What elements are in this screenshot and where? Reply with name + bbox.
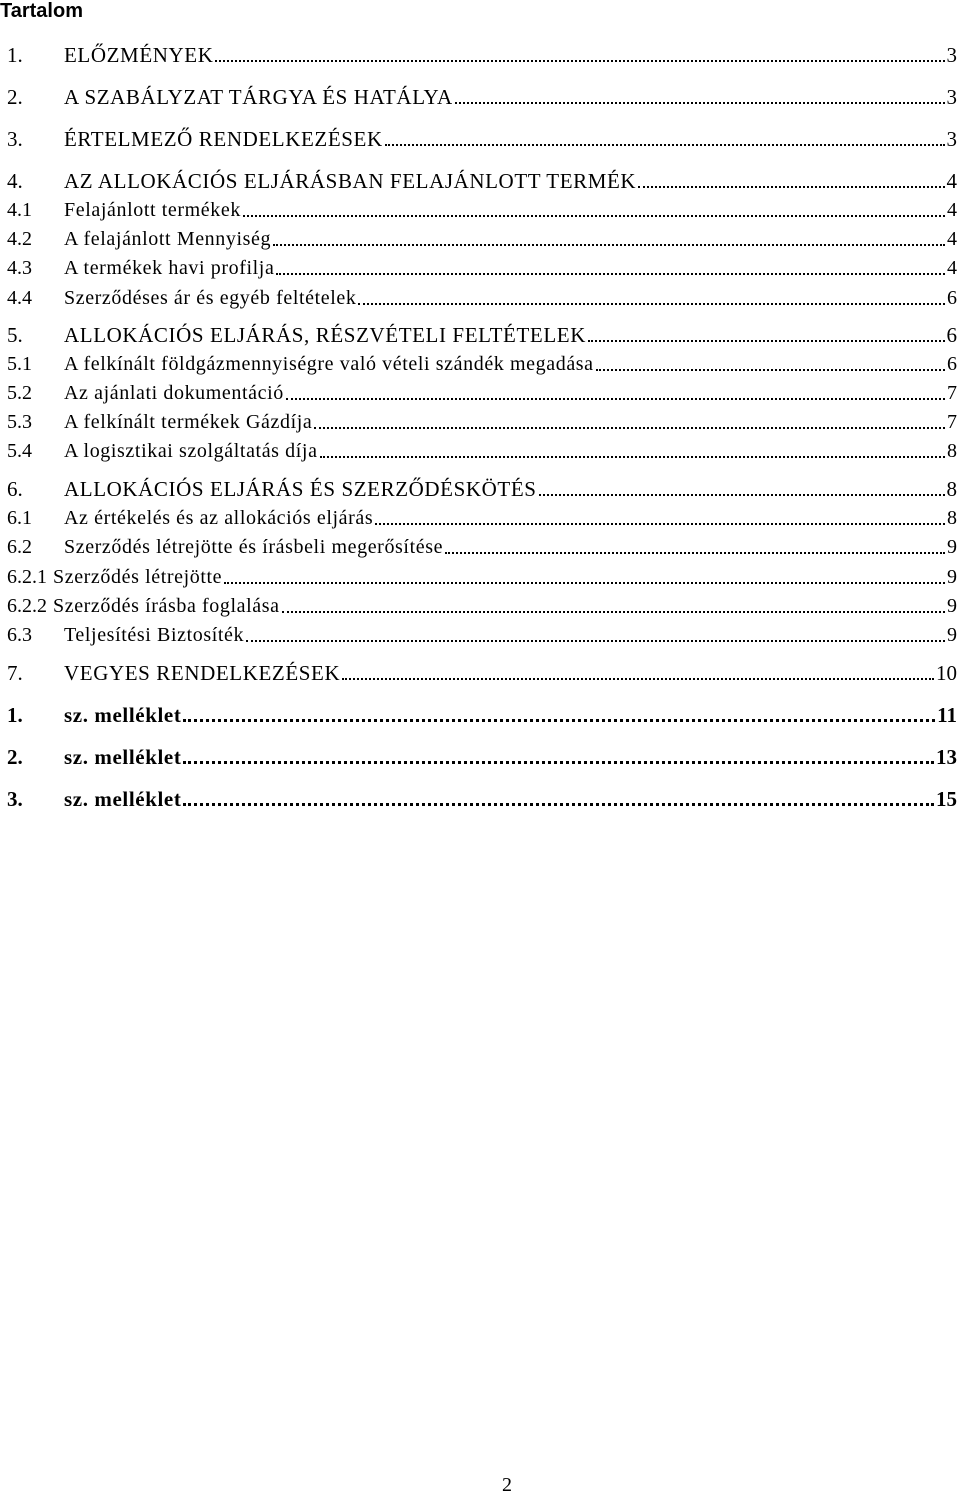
toc-entry-number: 4.4 <box>7 287 32 309</box>
toc-dot-leader <box>183 702 935 728</box>
toc-dot-leader <box>243 197 945 223</box>
toc-entry-page: 9 <box>947 595 957 617</box>
toc-entry-number: 6.2.2 <box>7 595 47 617</box>
toc-dot-leader <box>588 322 945 348</box>
toc-entry-page: 8 <box>947 507 957 529</box>
toc-entry[interactable] <box>7 407 957 435</box>
toc-entry-page: 9 <box>947 566 957 588</box>
toc-entry-label: Szerződéses ár és egyéb feltételek <box>64 287 357 309</box>
toc-dot-leader <box>342 660 934 686</box>
toc-entry-label: A termékek havi profilja <box>64 257 275 279</box>
toc-entry-number: 5.4 <box>7 440 32 462</box>
toc-dot-leader <box>286 380 945 406</box>
toc-entry-label: sz. melléklet <box>64 703 182 727</box>
toc-entry[interactable] <box>7 40 957 68</box>
toc-entry[interactable] <box>7 700 957 728</box>
toc-entry-number: 6.1 <box>7 507 32 529</box>
toc-entry[interactable] <box>7 620 957 648</box>
toc-entry[interactable] <box>7 195 957 223</box>
toc-entry[interactable] <box>7 124 957 152</box>
toc-entry[interactable] <box>7 474 957 502</box>
toc-entry-number: 2. <box>7 85 23 109</box>
toc-entry[interactable] <box>7 283 957 311</box>
toc-entry-page: 8 <box>947 440 957 462</box>
toc-dot-leader <box>320 438 945 464</box>
toc-entry-label: A felkínált földgázmennyiségre való vételi szándék megadása <box>64 353 594 375</box>
toc-entry[interactable] <box>7 784 957 812</box>
toc-entry-number: 5.3 <box>7 411 32 433</box>
toc-dot-leader <box>638 168 944 194</box>
toc-entry[interactable] <box>7 658 957 686</box>
toc-entry-label: Szerződés létrejötte és írásbeli megerősítése <box>64 536 444 558</box>
toc-entry-label: ALLOKÁCIÓS ELJÁRÁS, RÉSZVÉTELI FELTÉTELEK <box>64 323 586 347</box>
toc-entry-page: 3 <box>946 85 957 109</box>
toc-entry-page: 6 <box>947 287 957 309</box>
toc-entry[interactable] <box>7 253 957 281</box>
toc-entry-page: 4 <box>947 228 957 250</box>
toc-entry-number: 5. <box>7 323 23 347</box>
toc-entry-label: Szerződés írásba foglalása <box>53 595 280 617</box>
toc-entry-label: Felajánlott termékek <box>64 199 241 221</box>
toc-entry-page: 4 <box>947 257 957 279</box>
toc-entry-number: 4.2 <box>7 228 32 250</box>
toc-entry[interactable] <box>7 349 957 377</box>
toc-entry-label: ELŐZMÉNYEK <box>64 43 214 67</box>
toc-entry[interactable] <box>7 82 957 110</box>
toc-entry-page: 7 <box>947 382 957 404</box>
toc-entry-page: 11 <box>937 703 957 727</box>
toc-entry-page: 4 <box>946 169 957 193</box>
toc-entry-number: 1. <box>7 703 23 727</box>
toc-entry-page: 3 <box>946 43 957 67</box>
toc-dot-leader <box>224 564 945 590</box>
toc-entry-page: 4 <box>947 199 957 221</box>
toc-entry-number: 6.2 <box>7 536 32 558</box>
toc-entry[interactable] <box>7 532 957 560</box>
toc-dot-leader <box>385 126 945 152</box>
toc-dot-leader <box>358 285 945 311</box>
toc-dot-leader <box>183 744 934 770</box>
toc-entry-label: A logisztikai szolgáltatás díja <box>64 440 318 462</box>
toc-entry[interactable] <box>7 436 957 464</box>
toc-dot-leader <box>375 505 945 531</box>
toc-entry-page: 6 <box>946 323 957 347</box>
toc-entry-label: Szerződés létrejötte <box>53 566 223 588</box>
toc-entry[interactable] <box>7 591 957 619</box>
toc-entry-number: 3. <box>7 787 23 811</box>
toc-entry-page: 3 <box>946 127 957 151</box>
toc-dot-leader <box>273 226 945 252</box>
toc-entry-label: A felkínált termékek Gázdíja <box>64 411 313 433</box>
toc-entry-label: sz. melléklet <box>64 745 182 769</box>
toc-entry-label: Teljesítési Biztosíték <box>64 624 245 646</box>
toc-dot-leader <box>183 786 934 812</box>
toc-entry-page: 9 <box>947 624 957 646</box>
toc-entry-number: 6.2.1 <box>7 566 47 588</box>
toc-entry-number: 5.1 <box>7 353 32 375</box>
toc-entry-number: 6. <box>7 477 23 501</box>
toc-entry[interactable] <box>7 224 957 252</box>
toc-dot-leader <box>246 622 945 648</box>
toc-entry-label: ÉRTELMEZŐ RENDELKEZÉSEK <box>64 127 383 151</box>
toc-dot-leader <box>445 534 945 560</box>
toc-entry-page: 15 <box>936 787 957 811</box>
toc-entry-number: 5.2 <box>7 382 32 404</box>
toc-title: Tartalom <box>0 0 83 22</box>
toc-dot-leader <box>539 476 945 502</box>
toc-dot-leader <box>455 84 945 110</box>
page-number: 2 <box>502 1474 512 1496</box>
toc-entry-page: 8 <box>946 477 957 501</box>
toc-entry-number: 7. <box>7 661 23 685</box>
toc-entry-page: 9 <box>947 536 957 558</box>
toc-entry-page: 13 <box>936 745 957 769</box>
toc-entry[interactable] <box>7 562 957 590</box>
toc-dot-leader <box>276 255 945 281</box>
toc-entry-number: 4.1 <box>7 199 32 221</box>
toc-dot-leader <box>596 351 945 377</box>
toc-entry-label: Az értékelés és az allokációs eljárás <box>64 507 374 529</box>
toc-entry-number: 2. <box>7 745 23 769</box>
toc-entry-label: sz. melléklet <box>64 787 182 811</box>
toc-entry-label: A felajánlott Mennyiség <box>64 228 272 250</box>
toc-entry-number: 3. <box>7 127 23 151</box>
toc-dot-leader <box>314 409 945 435</box>
toc-dot-leader <box>215 42 944 68</box>
toc-entry[interactable] <box>7 742 957 770</box>
toc-entry-label: ALLOKÁCIÓS ELJÁRÁS ÉS SZERZŐDÉSKÖTÉS <box>64 477 537 501</box>
toc-entry-label: AZ ALLOKÁCIÓS ELJÁRÁSBAN FELAJÁNLOTT TERMÉK <box>64 169 637 193</box>
toc-entry-number: 4.3 <box>7 257 32 279</box>
toc-entry-label: Az ajánlati dokumentáció <box>64 382 284 404</box>
toc-entry[interactable] <box>7 166 957 194</box>
toc-entry-number: 6.3 <box>7 624 32 646</box>
toc-entry[interactable] <box>7 320 957 348</box>
toc-entry[interactable] <box>7 503 957 531</box>
toc-entry-number: 1. <box>7 43 23 67</box>
toc-entry-page: 10 <box>936 661 957 685</box>
toc-entry-label: A SZABÁLYZAT TÁRGYA ÉS HATÁLYA <box>64 85 453 109</box>
toc-entry-page: 7 <box>947 411 957 433</box>
toc-entry-page: 6 <box>947 353 957 375</box>
toc-entry-number: 4. <box>7 169 23 193</box>
toc-entry[interactable] <box>7 378 957 406</box>
toc-dot-leader <box>282 593 945 619</box>
toc-entry-label: VEGYES RENDELKEZÉSEK <box>64 661 341 685</box>
